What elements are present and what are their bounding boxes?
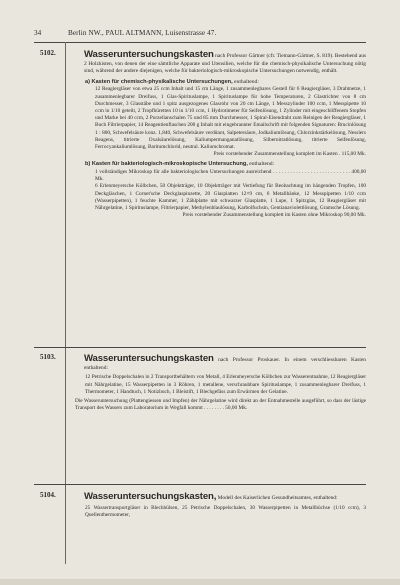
entry-divider: [34, 347, 366, 348]
subsection-b-suffix: enthaltend:: [247, 161, 275, 168]
page-header: [34, 29, 366, 39]
entry-title: Wasseruntersuchungskasten: [84, 49, 214, 60]
entry-number: 5102.: [40, 49, 56, 57]
entry-title: Wasseruntersuchungskasten,: [84, 491, 217, 502]
subsection-b: [85, 161, 366, 219]
entry-note-price: Die Wasseruntersuchung (Plattengiessen und Impfen) der Nährgelatine wird direkt an der Entnahmestelle ausgeführt, so dass der lästige Transport des Wassers zum Laboratorium in Wegfall kommt . . . . . . . . 50,00 Mk.: [75, 398, 366, 412]
entry-description: nach Professor Gärtner (cfr. Tiemann-Gärtner, S. 819). Bestehend aus 2 Holzkisten, von denen der eine sämtliche Apparate und Utensilien, welche für die chemisch-physikalische Untersuchung nötig sind, während der andere diejenigen, welche für bakteriologisch-mikroskopische Untersuchungen notwendig, enthält.: [84, 53, 366, 75]
entry-contents: 12 Petrische Doppelschalen in 2 Transportbehältern von Metall, 4 Erlenmeyersche Kölbchen zur Wasserentnahme, 12 Reagiergläser mit Nährgelatine, 15 Wasserpipetten in 3 Röhren, 1 metallene, verschraubbare Spirituslampe, 1 zusammenlegbarer Dreifuss, 1 Thermometer, 1 Handtuch, 1 Notizbuch, 1 Bleistift, 1 Blechgefäss zum Erwärmen der Gelatine.: [85, 374, 366, 395]
header-rule: [34, 42, 366, 43]
entry-number: 5104.: [40, 491, 56, 499]
entry-description: Modell des Kaiserlichen Gesundheitsamtes, enthaltend:: [216, 495, 338, 501]
subsection-b-microscope: 1 vollständiges Mikroskop für alle bakteriologischen Untersuchungen ausreichend . . . . . . . . . . . . . . . . . . . . . . . . . . . 400,00 Mk.: [95, 168, 366, 183]
entry-5102: [34, 48, 366, 219]
subsection-b-price: Preis vorstehender Zusammenstellung komplett im Kasten ohne Mikroskop 90,00 Mk.: [182, 212, 366, 219]
subsection-a-suffix: enthaltend:: [232, 78, 259, 85]
entry-description: nach Professor Proskauer. In einem verschliessbaren Kasten enthaltend:: [84, 357, 366, 372]
header-title: Berlin NW., PAUL ALTMANN, Luisenstrasse 47.: [68, 29, 217, 37]
entry-title: Wasseruntersuchungskasten: [84, 353, 214, 364]
entry-number: 5103.: [40, 353, 56, 361]
subsection-a-body: 12 Reagiergläser von etwa 25 ccm Inhalt und 15 cm Länge, 1 zusammenlegbares Gestell für 6 Reagiergläser, 3 Drahtnetze, 1 zusammenlegbarer Dreifuss, 1 Glas-Spirituslampe, 1 Spirituslampe für hohe Temperaturen, 2 Glastrichter von 8 cm Durchmesser, 3 Glasstäbe und 1 spitz ausgezogenes Glasrohr von 20 cm Länge, 1 Messzylinder 100 ccm, 1 Messpipette 10 ccm in 1/10 geteilt, 2 Tropfbüretten 10 in 1/10 ccm, 1 Hydrotimeter für Seifenlösung, 1 Zylinder mit eingeschliffenem Stopfen und Marke bei 40 ccm, 2 Porzellanschalen 75 und 85 mm Durchmesser, 1 Spiral-Eisendraht zum Reinigen der Reagiergläser, 1 Buch Filtrierpapier, 14 Reagentienflaschen 200 g Inhalt mit eingebrannter Emailschrift mit folgenden Signaturen: Brucinlösung 1 : 800, Schwefelsäure konz. 1,840, Schwefelsäure verdünnt, Salpetersäure, Jodkaliumlösung, Chlorzinkstärkelösung, Nesslers Reagens, titrierte Oxalsäurelösung, Kaliumpermanganatlösung, Silbernitratlösung, titrierte Seifenlösung, Ferrocyankaliumlösung, Baritumchlorid, neutral. Kaliumchromat.: [95, 86, 366, 150]
subsection-a-price: Preis vorstehender Zusammenstellung komplett im Kasten . 115,00 Mk.: [213, 151, 366, 158]
entry-5104: [34, 490, 366, 519]
page-number: 34: [34, 29, 42, 37]
page-bottom-edge: [0, 579, 400, 585]
subsection-a: [85, 79, 366, 159]
entry-5103: [34, 352, 366, 412]
subsection-b-heading: b) Kasten für bakteriologisch-mikroskopische Untersuchung,: [85, 161, 248, 168]
entry-divider: [34, 484, 366, 485]
subsection-a-heading: a) Kasten für chemisch-physikalische Untersuchungen,: [85, 78, 233, 85]
subsection-b-body: 6 Erlenmeyersche Kölbchen, 50 Objektträger, 10 Objektträger mit Vertiefung für Beobachtung im hängenden Tropfen, 100 Deckgläschen, 1 Cornet'sche Deckglaspinzette, 20 Glasplatten 12×9 cm, 6 Metallbänke, 12 Messpipetten 1/10 ccm (Wasserpipetten), 1 feuchte Kammer, 1 Zählplatte mit schwarzer Glasplatte, 1 Lupe, 1 Spitzglas, 12 Reagiergläser mit Nährgelatine, 1 Spirituslampe, Filtrierpapier, Methylenblaulösung, Karbolfuchsin, Gentianaviolettlösung, Gramsche Lösung.: [95, 183, 366, 211]
entry-contents: 25 Wassertransportgläser in Blechhülsen, 25 Petrische Doppelschalen, 30 Wasserpipetten in Metallbüchse (1/10 ccm), 3 Quellenthermometer,: [85, 505, 366, 519]
